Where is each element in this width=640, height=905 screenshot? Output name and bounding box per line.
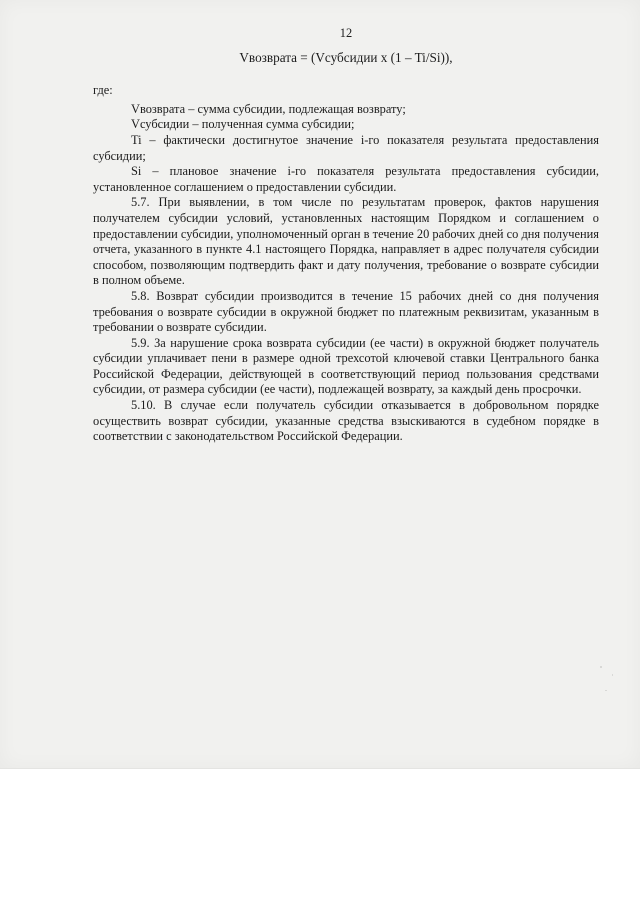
clause-5-7: 5.7. При выявлении, в том числе по результатам проверок, фактов нарушения получателем субсидии условий, установленных настоящим Порядком и соглашением о предоставлении субсидии, уполномоченный орган в течение 20 рабочих дней со дня получения отчета, указанного в пункте 4.1 настоящего Порядка, направляет в адрес получателя субсидии способом, позволяющим подтвердить факт и дату получения, требование о возврате субсидии в полном объеме.: [93, 195, 599, 288]
clause-5-8: 5.8. Возврат субсидии производится в течение 15 рабочих дней со дня получения требования о возврате субсидии в окружной бюджет по платежным реквизитам, указанным в требовании о возврате субсидии.: [93, 288, 599, 335]
scan-speck: [605, 690, 607, 691]
definition-v-subsidy: Vсубсидии – полученная сумма субсидии;: [131, 117, 355, 132]
where-label: где:: [93, 83, 113, 98]
page-content: [93, 26, 599, 445]
clause-5-10: 5.10. В случае если получатель субсидии отказывается в добровольном порядке осуществить возврат субсидии, указанные средства взыскиваются в судебном порядке в соответствии с законодательством Российской Федерации.: [93, 398, 599, 444]
definition-si: Si – плановое значение i-го показателя результата предоставления субсидии, установленное соглашением о предоставлении субсидии.: [93, 164, 599, 194]
definition-v-refund: Vвозврата – сумма субсидии, подлежащая возврату;: [131, 101, 406, 116]
definition-ti: Ti – фактически достигнутое значение i-го показателя результата предоставления субсидии;: [93, 132, 599, 163]
scan-speck: [600, 666, 602, 668]
clause-5-9: 5.9. За нарушение срока возврата субсидии (ее части) в окружной бюджет получатель субсидии уплачивает пени в размере одной трехсотой ключевой ставки Центрального банка Российской Федерации, действующей в соответствующий период пользования средствами субсидии, от размера субсидии (ее части), подлежащей возврату, за каждый день просрочки.: [93, 335, 599, 397]
scan-speck: [612, 674, 613, 676]
refund-formula: Vвозврата = (Vсубсидии x (1 – Ti/Si)),: [239, 49, 453, 65]
page-number: 12: [339, 26, 353, 40]
